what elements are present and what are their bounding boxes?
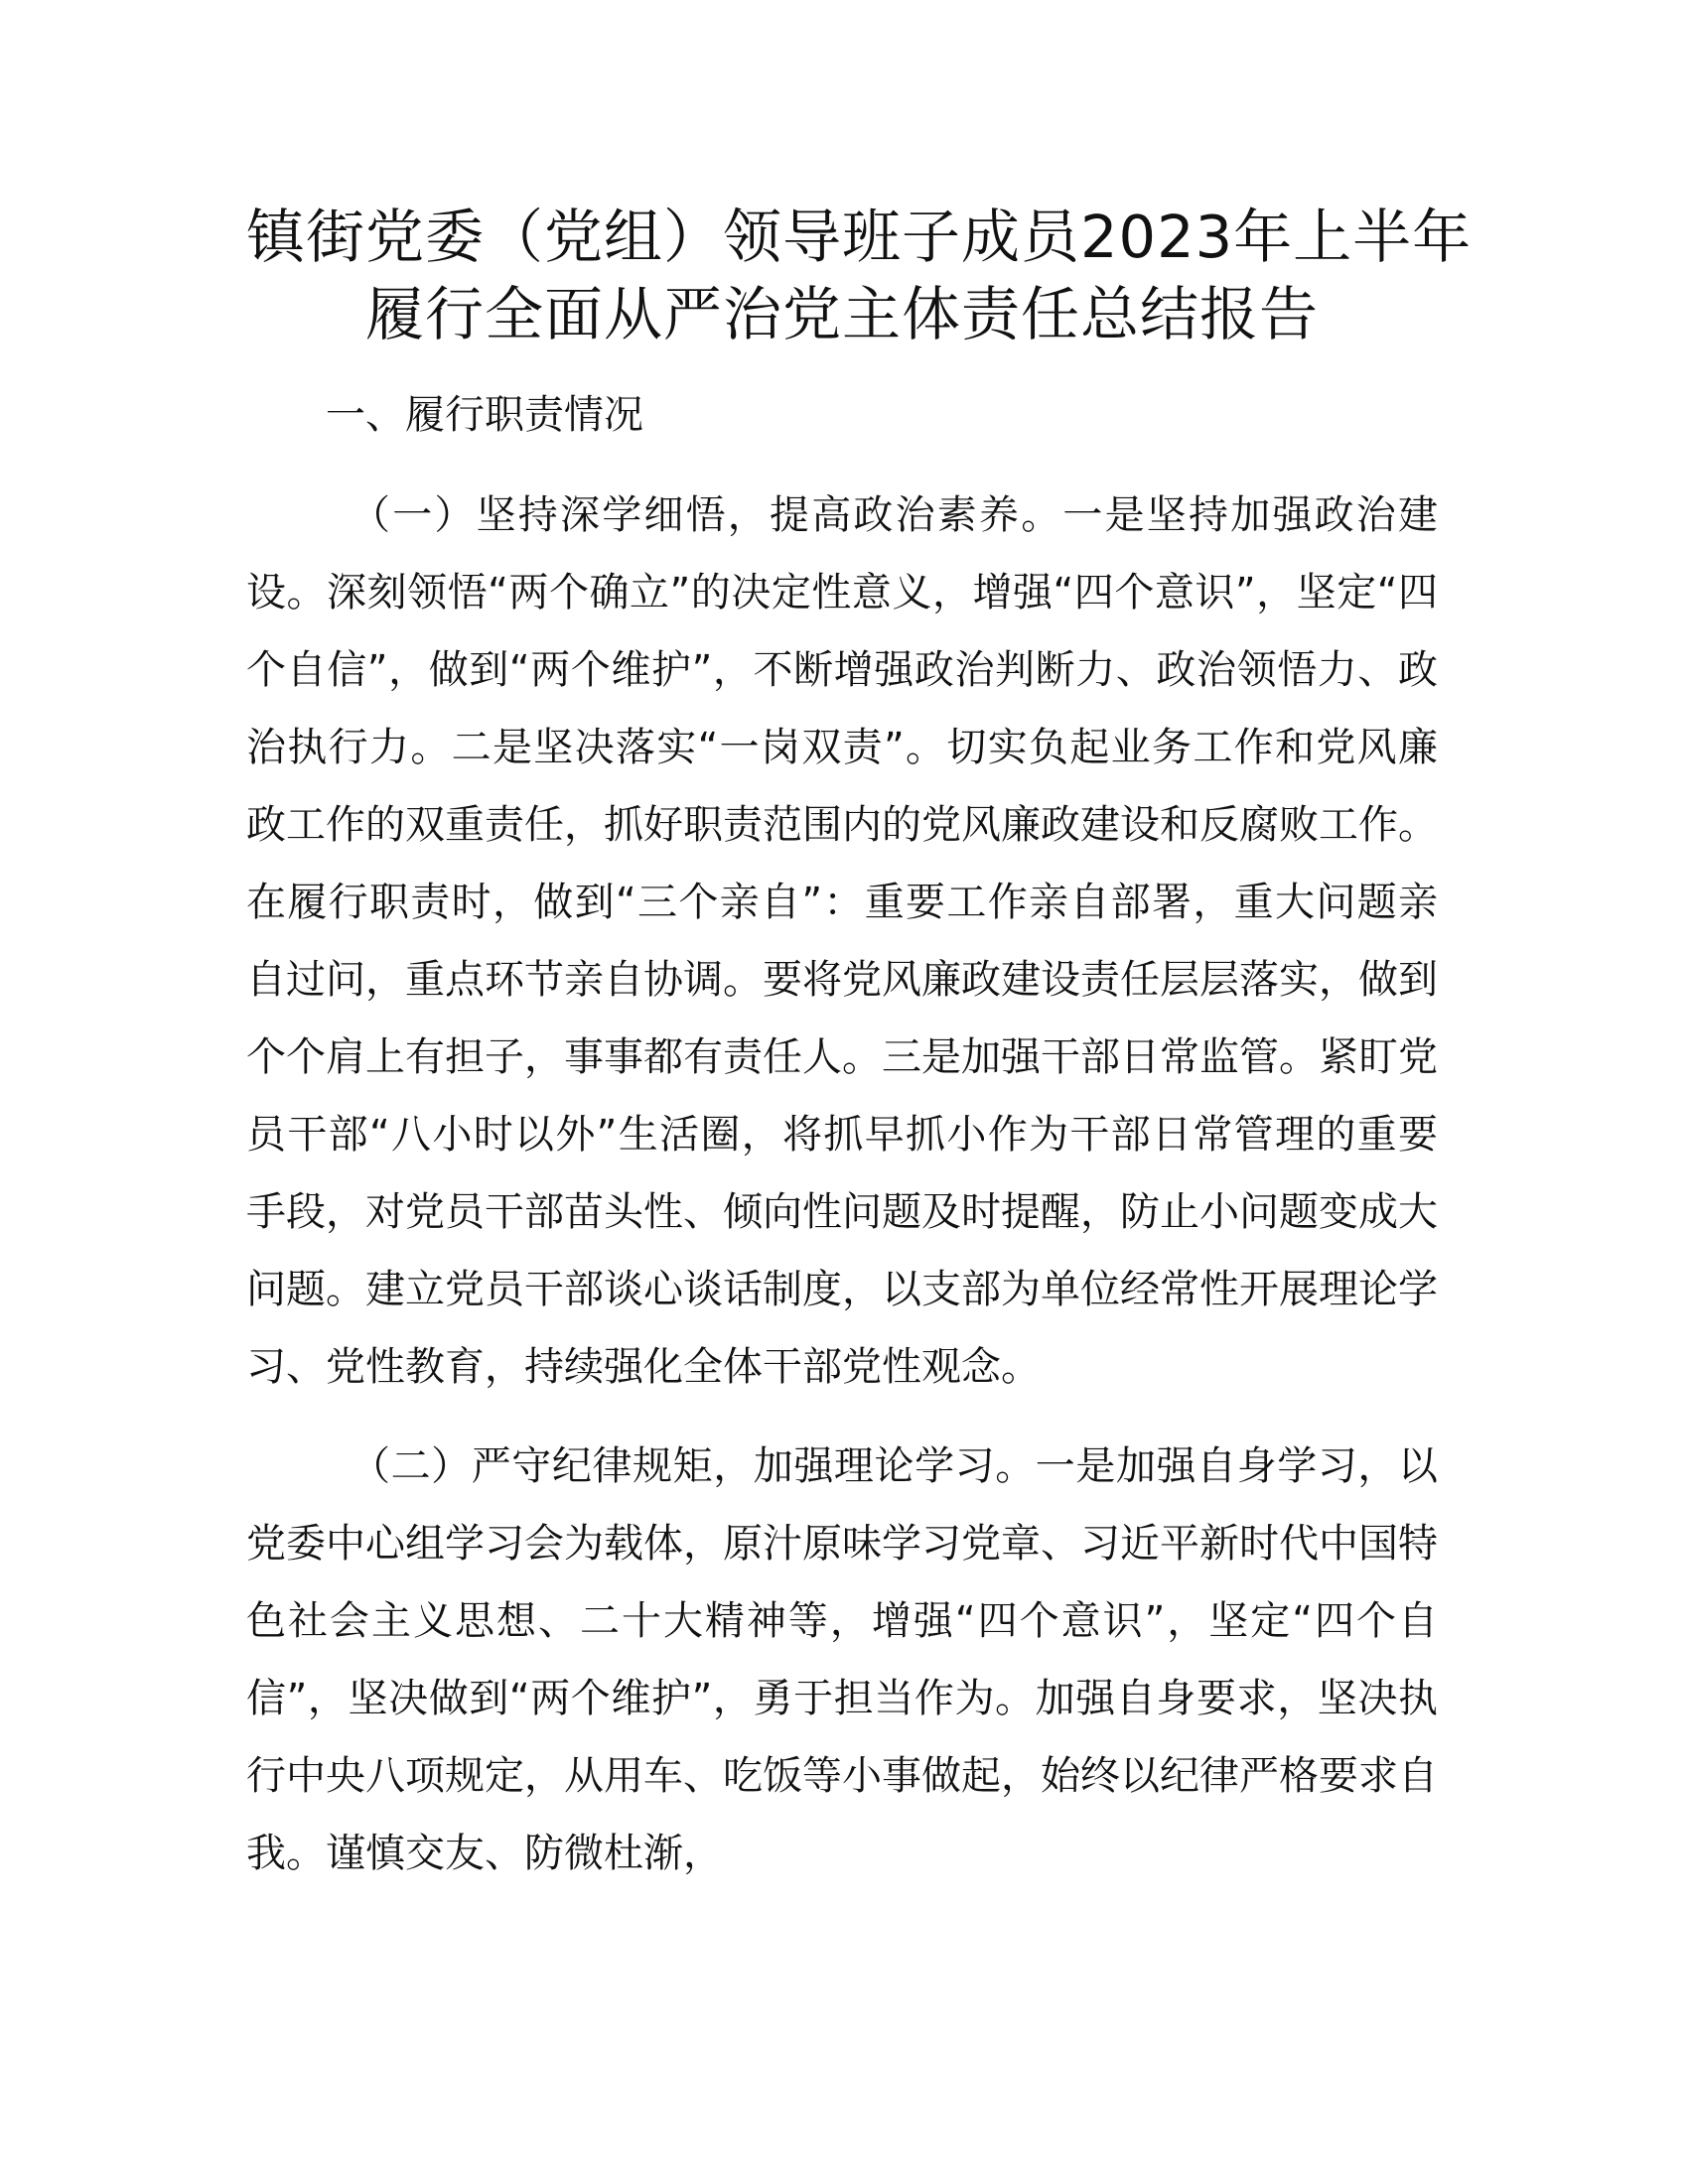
document-title [246, 199, 1473, 353]
title-line-2: 履行全面从严治党主体责任总结报告 [364, 280, 1319, 348]
paragraph-1: （一）坚持深学细悟，提高政治素养。一是坚持加强政治建设。深刻领悟“两个确立”的决定性意义，增强“四个意识”，坚定“四个自信”，做到“两个维护”，不断增强政治判断力、政治领悟力、政治执行力。二是坚决落实“一岗双责”。切实负起业务工作和党风廉政工作的双重责任，抓好职责范围内的党风廉政建设和反腐败工作。在履行职责时，做到“三个亲自”：重要工作亲自部署，重大问题亲自过问，重点环节亲自协调。要将党风廉政建设责任层层落实，做到个个肩上有担子，事事都有责任人。三是加强干部日常监管。紧盯党员干部“八小时以外”生活圈，将抓早抓小作为干部日常管理的重要手段，对党员干部苗头性、倾向性问题及时提醒，防止小问题变成大问题。建立党员干部谈心谈话制度，以支部为单位经常性开展理论学习、党性教育，持续强化全体干部党性观念。 [246, 492, 1438, 1390]
section-heading-1: 一、履行职责情况 [326, 392, 643, 438]
paragraph-2: （二）严守纪律规矩，加强理论学习。一是加强自身学习，以党委中心组学习会为载体，原汁原味学习党章、习近平新时代中国特色社会主义思想、二十大精神等，增强“四个意识”，坚定“四个自信”，坚决做到“两个维护”，勇于担当作为。加强自身要求，坚决执行中央八项规定，从用车、吃饭等小事做起，始终以纪律严格要求自我。谨慎交友、防微杜渐， [246, 1443, 1438, 1876]
document-page [246, 199, 1473, 1892]
title-line-1: 镇街党委（党组）领导班子成员2023年上半年 [246, 203, 1473, 271]
